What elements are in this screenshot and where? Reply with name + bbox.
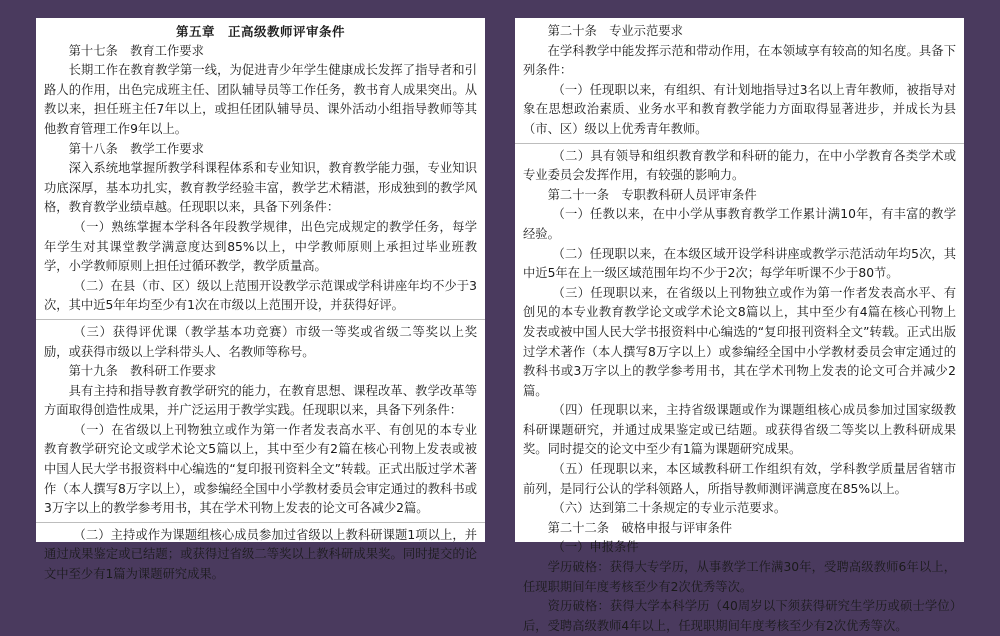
right-panel-body — [523, 22, 956, 636]
paragraph: 学历破格：获得大专学历，从事教学工作满30年，受聘高级教师6年以上，任现职期间年度考核至少有2次优秀等次。 — [523, 560, 956, 594]
paragraph: （四）任现职以来，主持省级课题或作为课题组核心成员参加过国家级教科研课题研究，并通过成果鉴定或已结题。或获得省级二等奖以上教科研成果奖。同时提交的论文中至少有1篇为课题研究成果。 — [523, 403, 956, 457]
article-heading: 第十九条 教科研工作要求 — [68, 364, 217, 379]
paragraph: 资历破格：获得大学本科学历（40周岁以下须获得研究生学历或硕士学位）后，受聘高级教师4年以上，任现职期间年度考核至少有2次优秀等次。 — [523, 599, 956, 633]
paragraph: （三）任现职以来，在省级以上刊物独立或作为第一作者发表高水平、有创见的本专业教育教学论文或学术论文8篇以上，其中至少有4篇在核心刊物上发表或被中国人民大学书报资料中心编选的“复印报刊资料全文”转载。正式出版过学术著作（本人撰写8万字以上）或参编经全国中小学教材委员会审定通过的教科书或3万字以上的教学参考用书，其在学术刊物上发表的论文可合并减少2篇。 — [523, 285, 956, 398]
paragraph: （二）具有领导和组织教育教学和科研的能力，在中小学教育各类学术或专业委员会发挥作用，有较强的影响力。 — [523, 148, 956, 183]
article-heading: 第二十一条 专职教科研人员评审条件 — [547, 187, 757, 202]
paragraph: （一）熟练掌握本学科各年段教学规律，出色完成规定的教学任务，每学年学生对其课堂教学满意度达到85%以上，中学教师原则上承担过毕业班教学，小学教师原则上担任过循环教学，教学质量高。 — [44, 219, 477, 274]
paragraph: （二）在县（市、区）级以上范围开设教学示范课或学科讲座年均不少于3次，其中近5年年均至少有1次在市级以上范围开设，并获得好评。 — [44, 278, 477, 313]
paragraph: 具有主持和指导教育教学研究的能力，在教育思想、课程改革、教学改革等方面取得创造性成果，并广泛运用于教学实践。任现职以来，具备下列条件： — [44, 383, 477, 418]
paragraph: （一）申报条件 — [552, 540, 639, 555]
paragraph: 长期工作在教育教学第一线，为促进青少年学生健康成长发挥了指导者和引路人的作用，出色完成班主任、团队辅导员等工作任务，教书育人成果突出。从教以来，担任班主任7年以上，或担任团队辅导员、课外活动小组指导教师等其他教育管理工作9年以上。 — [44, 63, 477, 136]
left-panel-body — [44, 42, 477, 585]
paragraph: 在学科教学中能发挥示范和带动作用，在本领域享有较高的知名度。具备下列条件： — [523, 43, 956, 78]
paragraph: （三）获得评优课（教学基本功竞赛）市级一等奖或省级二等奖以上奖励，或获得市级以上学科带头人、名教师等称号。 — [44, 324, 477, 359]
article-heading: 第十七条 教育工作要求 — [68, 43, 204, 58]
paragraph: （一）任教以来，在中小学从事教育教学工作累计满10年，有丰富的教学经验。 — [523, 207, 956, 241]
chapter-title: 第五章 正高级教师评审条件 — [175, 24, 345, 39]
article-heading: 第二十条 专业示范要求 — [547, 24, 683, 38]
paragraph: （六）达到第二十条规定的专业示范要求。 — [552, 501, 787, 516]
paragraph: （五）任现职以来，本区域教科研工作组织有效，学科教学质量居省辖市前列，是同行公认的学科领路人，所指导教师测评满意度在85%以上。 — [523, 462, 956, 496]
paragraph: （一）任现职以来，有组织、有计划地指导过3名以上青年教师，被指导对象在思想政治素质、业务水平和教育教学能力方面取得显著进步，并成长为县（市、区）级以上优秀青年教师。 — [523, 82, 956, 136]
paragraph: 深入系统地掌握所教学科课程体系和专业知识，教育教学能力强，专业知识功底深厚，基本功扎实，教育教学经验丰富，教学艺术精湛，形成独到的教学风格，教育教学业绩卓越。任现职以来，具备下列条件： — [44, 161, 477, 215]
panel-divider — [36, 522, 485, 523]
article-heading: 第二十二条 破格申报与评审条件 — [547, 520, 733, 535]
paragraph: （一）在省级以上刊物独立或作为第一作者发表高水平、有创见的本专业教育教学研究论文或学术论文5篇以上，其中至少有2篇在核心刊物上发表或被中国人民大学书报资料中心编选的“复印报刊资料全文”转载。正式出版过学术著作（本人撰写8万字以上），或参编经全国中小学教材委员会审定通过的教科书或3万字以上的教学参考用书，其在学术刊物上发表的论文可各减少2篇。 — [44, 422, 477, 516]
panel-divider — [515, 143, 964, 144]
paragraph: （二）任现职以来，在本级区域开设学科讲座或教学示范活动年均5次，其中近5年在上一级区域范围年均不少于2次；每学年听课不少于80节。 — [523, 246, 956, 281]
paragraph: （二）主持或作为课题组核心成员参加过省级以上教科研课题1项以上，并通过成果鉴定或已结题；或获得过省级二等奖以上教科研成果奖。同时提交的论文中至少有1篇为课题研究成果。 — [44, 527, 477, 582]
right-document-panel — [515, 18, 964, 633]
article-heading: 第十八条 教学工作要求 — [68, 141, 204, 156]
panel-divider — [36, 319, 485, 320]
left-document-panel — [36, 18, 485, 582]
